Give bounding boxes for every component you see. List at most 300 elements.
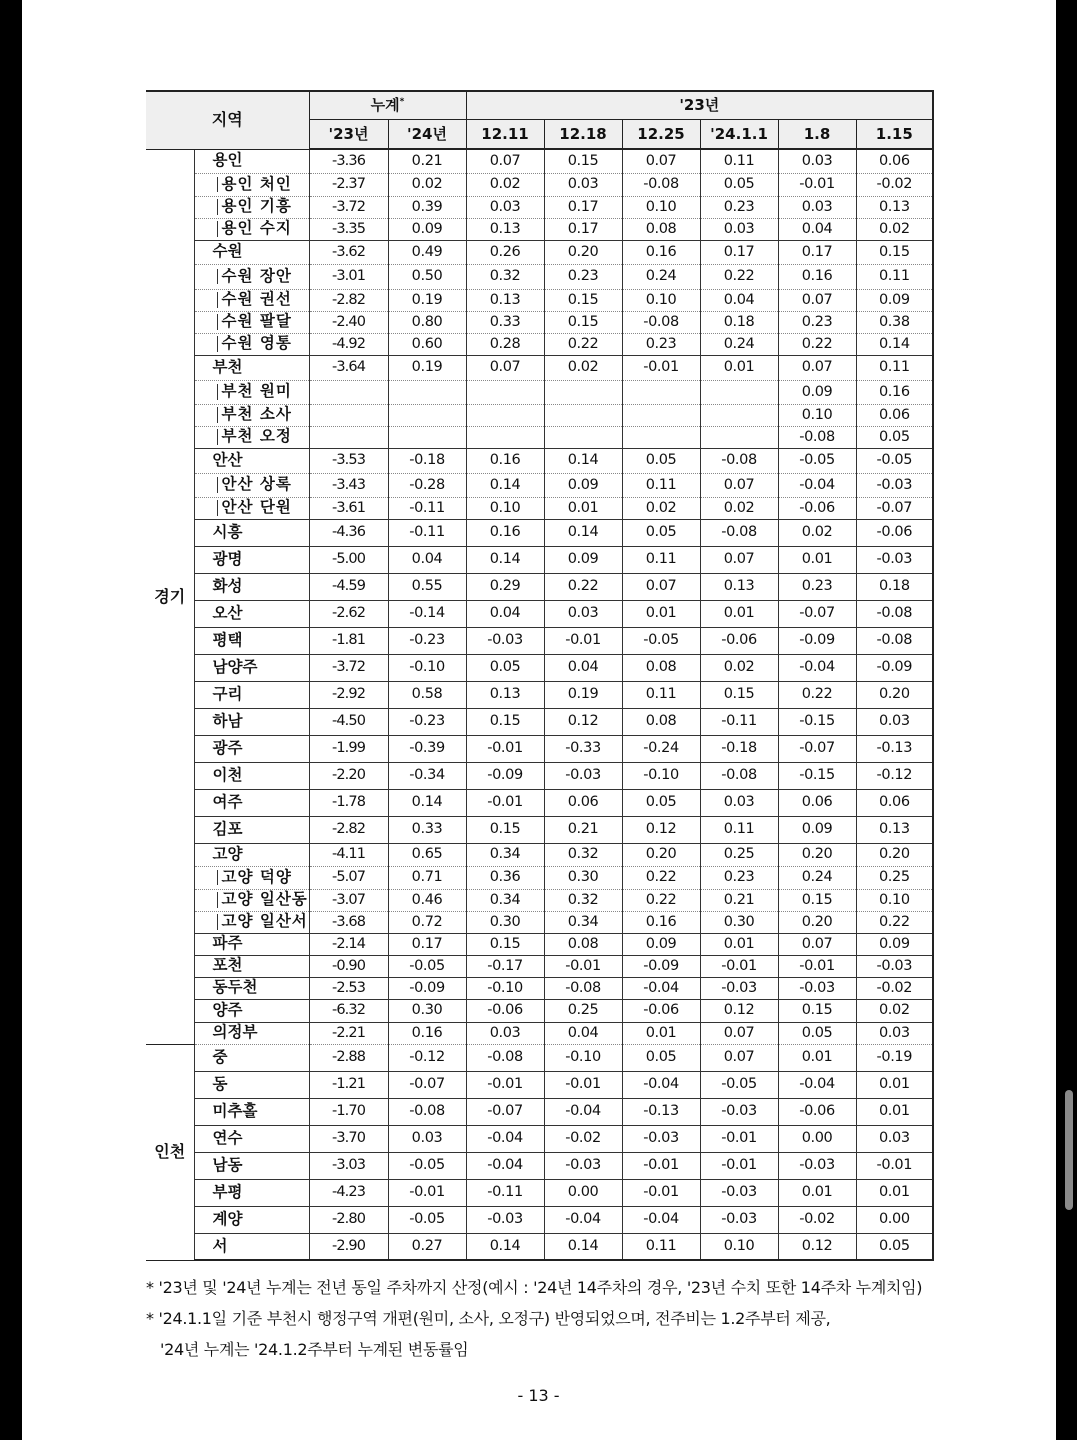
table-row <box>146 448 933 473</box>
value-cell: 0.16 <box>466 448 544 473</box>
value-cell: -0.03 <box>544 1152 622 1179</box>
table-row <box>146 289 933 311</box>
region-name: 오산 <box>194 600 309 627</box>
value-cell: -0.05 <box>700 1071 778 1098</box>
value-cell: -0.01 <box>622 1152 700 1179</box>
value-cell: 0.10 <box>466 497 544 519</box>
value-cell: -0.14 <box>388 600 466 627</box>
value-cell: 0.04 <box>544 1022 622 1044</box>
value-cell: 0.14 <box>544 519 622 546</box>
region-name: 미추홀 <box>194 1098 309 1125</box>
value-cell: -0.19 <box>856 1044 933 1071</box>
value-cell: 0.17 <box>778 240 856 264</box>
table-row <box>146 600 933 627</box>
value-cell: 0.01 <box>622 600 700 627</box>
value-cell: 0.16 <box>466 519 544 546</box>
value-cell: 0.10 <box>856 889 933 911</box>
region-name: 화성 <box>194 573 309 600</box>
value-cell: 0.23 <box>700 866 778 889</box>
value-cell: -2.90 <box>309 1233 388 1260</box>
value-cell: 0.16 <box>388 1022 466 1044</box>
value-cell: 0.01 <box>700 933 778 955</box>
value-cell: -3.53 <box>309 448 388 473</box>
value-cell: 0.11 <box>622 681 700 708</box>
value-cell: 0.00 <box>856 1206 933 1233</box>
value-cell: 0.02 <box>388 173 466 196</box>
value-cell: -0.03 <box>700 1206 778 1233</box>
value-cell: -0.11 <box>388 519 466 546</box>
value-cell: 0.22 <box>544 573 622 600</box>
value-cell: 0.07 <box>622 573 700 600</box>
subregion-name: 안산 상록 <box>194 473 309 497</box>
value-cell: -0.03 <box>778 1152 856 1179</box>
value-cell: 0.07 <box>700 1044 778 1071</box>
value-cell: 0.28 <box>466 333 544 355</box>
table-row <box>146 218 933 240</box>
value-cell: 0.65 <box>388 843 466 866</box>
value-cell: 0.32 <box>466 264 544 289</box>
value-cell: 0.07 <box>700 1022 778 1044</box>
value-cell: 0.15 <box>466 708 544 735</box>
column-header: 12.25 <box>622 120 700 150</box>
value-cell: 0.08 <box>622 218 700 240</box>
value-cell: 0.03 <box>466 196 544 218</box>
value-cell: -0.04 <box>466 1125 544 1152</box>
column-header: '23년 <box>309 120 388 150</box>
table-row <box>146 473 933 497</box>
subregion-name: 고양 덕양 <box>194 866 309 889</box>
value-cell: 0.09 <box>778 816 856 843</box>
value-cell: 0.32 <box>544 843 622 866</box>
value-cell: 0.22 <box>856 911 933 933</box>
value-cell: -0.01 <box>544 627 622 654</box>
value-cell: -0.07 <box>778 735 856 762</box>
value-cell: -0.18 <box>388 448 466 473</box>
value-cell <box>466 380 544 404</box>
value-cell: 0.36 <box>466 866 544 889</box>
value-cell: 0.20 <box>622 843 700 866</box>
value-cell: -0.08 <box>856 627 933 654</box>
table-row <box>146 789 933 816</box>
value-cell: -0.03 <box>856 473 933 497</box>
table-row <box>146 404 933 426</box>
region-name: 구리 <box>194 681 309 708</box>
value-cell: 0.17 <box>544 218 622 240</box>
value-cell <box>309 380 388 404</box>
value-cell: -0.03 <box>700 1098 778 1125</box>
value-cell <box>622 404 700 426</box>
table-row <box>146 816 933 843</box>
value-cell: -0.09 <box>622 955 700 977</box>
value-cell: 0.29 <box>466 573 544 600</box>
table-row <box>146 889 933 911</box>
subregion-name: 용인 수지 <box>194 218 309 240</box>
value-cell: 0.19 <box>388 355 466 380</box>
province-label: 인천 <box>146 1044 194 1260</box>
value-cell: 0.14 <box>544 1233 622 1260</box>
region-header: 지역 <box>146 91 309 149</box>
value-cell: -2.82 <box>309 816 388 843</box>
value-cell: 0.09 <box>544 473 622 497</box>
value-cell: -0.23 <box>388 627 466 654</box>
table-row <box>146 1071 933 1098</box>
value-cell: 0.04 <box>700 289 778 311</box>
value-cell: -4.36 <box>309 519 388 546</box>
value-cell: 0.20 <box>778 911 856 933</box>
value-cell: -0.02 <box>778 1206 856 1233</box>
value-cell: 0.14 <box>388 789 466 816</box>
table-row <box>146 333 933 355</box>
value-cell: 0.12 <box>700 999 778 1022</box>
value-cell: 0.05 <box>856 1233 933 1260</box>
value-cell: 0.15 <box>466 816 544 843</box>
value-cell: -0.05 <box>388 1152 466 1179</box>
value-cell: 0.49 <box>388 240 466 264</box>
table-row <box>146 1206 933 1233</box>
value-cell: -0.05 <box>388 955 466 977</box>
scrollbar-thumb[interactable] <box>1065 1090 1073 1210</box>
value-cell: -3.64 <box>309 355 388 380</box>
region-name: 광명 <box>194 546 309 573</box>
value-cell: 0.06 <box>856 149 933 173</box>
value-cell: 0.01 <box>544 497 622 519</box>
column-header: '24.1.1 <box>700 120 778 150</box>
value-cell: -0.08 <box>622 311 700 333</box>
value-cell: -0.04 <box>778 654 856 681</box>
subregion-name: 고양 일산서 <box>194 911 309 933</box>
value-cell: -0.04 <box>544 1098 622 1125</box>
value-cell: -0.09 <box>388 977 466 999</box>
value-cell: -0.01 <box>388 1179 466 1206</box>
value-cell: -0.02 <box>856 977 933 999</box>
value-cell: -4.23 <box>309 1179 388 1206</box>
value-cell: 0.11 <box>622 473 700 497</box>
value-cell: 0.04 <box>466 600 544 627</box>
value-cell: 0.15 <box>856 240 933 264</box>
value-cell: -0.24 <box>622 735 700 762</box>
region-name: 부평 <box>194 1179 309 1206</box>
value-cell: 0.16 <box>622 240 700 264</box>
value-cell: -3.01 <box>309 264 388 289</box>
value-cell: 0.55 <box>388 573 466 600</box>
value-cell: 0.30 <box>466 911 544 933</box>
value-cell: -0.01 <box>544 1071 622 1098</box>
table-row <box>146 762 933 789</box>
value-cell: 0.11 <box>856 355 933 380</box>
value-cell: -4.50 <box>309 708 388 735</box>
value-cell: -6.32 <box>309 999 388 1022</box>
value-cell: -0.01 <box>622 1179 700 1206</box>
price-change-table <box>146 90 934 1261</box>
value-cell: 0.07 <box>622 149 700 173</box>
value-cell: 0.02 <box>778 519 856 546</box>
value-cell: -0.04 <box>622 1071 700 1098</box>
value-cell: 0.07 <box>778 933 856 955</box>
value-cell: 0.11 <box>700 816 778 843</box>
value-cell: 0.22 <box>622 866 700 889</box>
region-name: 수원 <box>194 240 309 264</box>
value-cell: 0.05 <box>856 426 933 448</box>
value-cell: -0.13 <box>856 735 933 762</box>
value-cell: -0.15 <box>778 708 856 735</box>
value-cell: 0.02 <box>856 999 933 1022</box>
subregion-name: 안산 단원 <box>194 497 309 519</box>
value-cell: 0.11 <box>700 149 778 173</box>
value-cell: -2.62 <box>309 600 388 627</box>
value-cell: 0.02 <box>700 654 778 681</box>
value-cell: 0.16 <box>622 911 700 933</box>
region-name: 중 <box>194 1044 309 1071</box>
value-cell: 0.21 <box>388 149 466 173</box>
value-cell: -0.07 <box>778 600 856 627</box>
value-cell: 0.08 <box>622 708 700 735</box>
value-cell: 0.07 <box>778 289 856 311</box>
value-cell: 0.20 <box>856 843 933 866</box>
value-cell: -0.06 <box>856 519 933 546</box>
value-cell: 0.08 <box>622 654 700 681</box>
value-cell: -0.08 <box>856 600 933 627</box>
value-cell: 0.10 <box>622 196 700 218</box>
value-cell: -0.04 <box>778 473 856 497</box>
value-cell: 0.03 <box>778 196 856 218</box>
subregion-name: 수원 장안 <box>194 264 309 289</box>
value-cell: -0.01 <box>544 955 622 977</box>
value-cell: -0.08 <box>622 173 700 196</box>
subregion-name: 고양 일산동 <box>194 889 309 911</box>
value-cell: 0.02 <box>622 497 700 519</box>
table-row <box>146 681 933 708</box>
value-cell: -1.21 <box>309 1071 388 1098</box>
value-cell: 0.01 <box>856 1071 933 1098</box>
value-cell: -0.09 <box>778 627 856 654</box>
table-row <box>146 654 933 681</box>
value-cell: 0.07 <box>700 473 778 497</box>
value-cell: 0.04 <box>388 546 466 573</box>
value-cell: 0.00 <box>544 1179 622 1206</box>
region-name: 계양 <box>194 1206 309 1233</box>
value-cell: -3.70 <box>309 1125 388 1152</box>
table-row <box>146 426 933 448</box>
footnote-1: * '23년 및 '24년 누계는 전년 동일 주차까지 산정(예시 : '24년 14주차의 경우, '23년 수치 또한 14주차 누계치임) <box>146 1278 923 1297</box>
value-cell: 0.17 <box>544 196 622 218</box>
value-cell: -3.03 <box>309 1152 388 1179</box>
value-cell: -3.72 <box>309 654 388 681</box>
value-cell: 0.20 <box>778 843 856 866</box>
value-cell <box>700 426 778 448</box>
value-cell: 0.24 <box>778 866 856 889</box>
region-name: 동두천 <box>194 977 309 999</box>
value-cell <box>466 426 544 448</box>
value-cell: -0.04 <box>622 977 700 999</box>
table-row <box>146 355 933 380</box>
value-cell: -0.07 <box>856 497 933 519</box>
value-cell: -0.02 <box>544 1125 622 1152</box>
value-cell: -0.03 <box>466 1206 544 1233</box>
value-cell: 0.01 <box>778 1044 856 1071</box>
value-cell: -0.03 <box>700 977 778 999</box>
table-row <box>146 911 933 933</box>
value-cell: -0.03 <box>466 627 544 654</box>
value-cell: 0.04 <box>778 218 856 240</box>
value-cell: 0.02 <box>856 218 933 240</box>
value-cell: -5.07 <box>309 866 388 889</box>
table-row <box>146 264 933 289</box>
value-cell: -0.01 <box>466 735 544 762</box>
value-cell: 0.03 <box>700 789 778 816</box>
region-name: 여주 <box>194 789 309 816</box>
value-cell: 0.01 <box>700 600 778 627</box>
region-name: 의정부 <box>194 1022 309 1044</box>
value-cell: 0.33 <box>466 311 544 333</box>
value-cell: 0.30 <box>544 866 622 889</box>
region-name: 고양 <box>194 843 309 866</box>
value-cell: -0.07 <box>388 1071 466 1098</box>
value-cell: -0.01 <box>778 173 856 196</box>
value-cell: -3.68 <box>309 911 388 933</box>
region-name: 남양주 <box>194 654 309 681</box>
column-header: '24년 <box>388 120 466 150</box>
region-name: 부천 <box>194 355 309 380</box>
value-cell <box>388 404 466 426</box>
value-cell: -1.99 <box>309 735 388 762</box>
value-cell: -0.10 <box>388 654 466 681</box>
value-cell: 0.05 <box>700 173 778 196</box>
page-number: - 13 - <box>517 1386 560 1405</box>
value-cell: 0.30 <box>700 911 778 933</box>
value-cell: 0.22 <box>700 264 778 289</box>
value-cell: 0.33 <box>388 816 466 843</box>
value-cell: 0.13 <box>466 289 544 311</box>
value-cell: -0.03 <box>700 1179 778 1206</box>
value-cell: -0.11 <box>700 708 778 735</box>
table-row <box>146 380 933 404</box>
table-row <box>146 933 933 955</box>
value-cell: 0.14 <box>466 546 544 573</box>
value-cell: 0.09 <box>622 933 700 955</box>
footnotes <box>146 1272 966 1365</box>
value-cell: 0.15 <box>544 311 622 333</box>
value-cell: -1.70 <box>309 1098 388 1125</box>
value-cell: 0.03 <box>700 218 778 240</box>
value-cell: -0.34 <box>388 762 466 789</box>
value-cell: 0.21 <box>700 889 778 911</box>
value-cell: 0.12 <box>544 708 622 735</box>
value-cell: -0.06 <box>466 999 544 1022</box>
region-name: 서 <box>194 1233 309 1260</box>
value-cell: -0.01 <box>856 1152 933 1179</box>
value-cell: 0.05 <box>622 448 700 473</box>
subregion-name: 부천 소사 <box>194 404 309 426</box>
value-cell: 0.04 <box>544 654 622 681</box>
value-cell: 0.15 <box>544 149 622 173</box>
value-cell: -0.39 <box>388 735 466 762</box>
table-row <box>146 546 933 573</box>
value-cell: -0.07 <box>466 1098 544 1125</box>
subregion-name: 부천 오정 <box>194 426 309 448</box>
table-row <box>146 735 933 762</box>
value-cell <box>388 426 466 448</box>
value-cell: 0.11 <box>856 264 933 289</box>
table-row <box>146 999 933 1022</box>
value-cell: 0.38 <box>856 311 933 333</box>
region-name: 광주 <box>194 735 309 762</box>
value-cell: 0.27 <box>388 1233 466 1260</box>
value-cell: 0.06 <box>544 789 622 816</box>
value-cell: 0.03 <box>388 1125 466 1152</box>
value-cell: 0.23 <box>700 196 778 218</box>
value-cell: -0.05 <box>622 627 700 654</box>
value-cell: -0.08 <box>778 426 856 448</box>
table-row <box>146 1179 933 1206</box>
value-cell: -0.23 <box>388 708 466 735</box>
value-cell: -0.15 <box>778 762 856 789</box>
value-cell: 0.23 <box>778 311 856 333</box>
value-cell: -3.43 <box>309 473 388 497</box>
value-cell: 0.05 <box>778 1022 856 1044</box>
value-cell: -4.92 <box>309 333 388 355</box>
value-cell: 0.13 <box>466 218 544 240</box>
value-cell: 0.02 <box>700 497 778 519</box>
value-cell: 0.10 <box>778 404 856 426</box>
value-cell: -0.05 <box>778 448 856 473</box>
value-cell: 0.13 <box>856 816 933 843</box>
region-name: 연수 <box>194 1125 309 1152</box>
value-cell: 0.18 <box>700 311 778 333</box>
value-cell: 0.23 <box>778 573 856 600</box>
value-cell: 0.12 <box>622 816 700 843</box>
value-cell: 0.03 <box>544 173 622 196</box>
value-cell: 0.58 <box>388 681 466 708</box>
value-cell: -0.06 <box>778 497 856 519</box>
table-row <box>146 1022 933 1044</box>
value-cell: -2.20 <box>309 762 388 789</box>
value-cell: -1.81 <box>309 627 388 654</box>
value-cell: 0.21 <box>544 816 622 843</box>
value-cell: -0.08 <box>388 1098 466 1125</box>
value-cell: 0.01 <box>778 546 856 573</box>
table-row <box>146 1044 933 1071</box>
value-cell: 0.01 <box>856 1179 933 1206</box>
value-cell: -0.04 <box>544 1206 622 1233</box>
value-cell: -0.06 <box>622 999 700 1022</box>
table-row <box>146 311 933 333</box>
value-cell: 0.12 <box>778 1233 856 1260</box>
value-cell: 0.01 <box>778 1179 856 1206</box>
value-cell: -0.02 <box>856 173 933 196</box>
table-row <box>146 149 933 173</box>
value-cell: -0.03 <box>856 955 933 977</box>
table-row <box>146 1098 933 1125</box>
table-row <box>146 708 933 735</box>
value-cell <box>700 404 778 426</box>
table-row <box>146 977 933 999</box>
value-cell: -2.37 <box>309 173 388 196</box>
value-cell: 0.03 <box>466 1022 544 1044</box>
value-cell: -0.33 <box>544 735 622 762</box>
value-cell: -2.14 <box>309 933 388 955</box>
value-cell: 0.17 <box>700 240 778 264</box>
value-cell: 0.01 <box>700 355 778 380</box>
region-name: 남동 <box>194 1152 309 1179</box>
value-cell: 0.15 <box>466 933 544 955</box>
value-cell: 0.07 <box>778 355 856 380</box>
value-cell: -0.12 <box>856 762 933 789</box>
value-cell: 0.07 <box>466 149 544 173</box>
document-page <box>22 0 1056 1440</box>
value-cell <box>622 426 700 448</box>
value-cell: 0.13 <box>466 681 544 708</box>
value-cell: -0.13 <box>622 1098 700 1125</box>
